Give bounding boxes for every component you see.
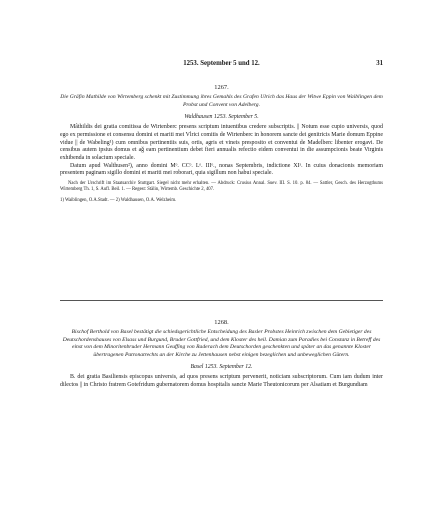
document-summary: Die Gräfin Mathilde von Wirtemberg schenkt mit Zustimmung ihres Gemahls des Grafen Ulrich das Haus der Witwe Eppin von Waiblingen dem Probst und Convent von Adelberg. bbox=[60, 94, 383, 108]
place-date: Basel 1253. September 12. bbox=[190, 364, 253, 371]
charter-dating: Datum apud Walthusen²), anno domini Mᵒ. CCᵒ. Lᵒ. IIIᵒ., nonas Septembris, indictione XIᵃ. In cuius donacionis memoriam presentem paginam sigillo domini et mariti mei roborari, quia sigillum non habui speciale. bbox=[60, 162, 383, 177]
place-date: Waldhausen 1253. September 5. bbox=[184, 114, 259, 121]
document-number: 1267. bbox=[214, 84, 229, 91]
running-header bbox=[60, 60, 383, 72]
document-number: 1268. bbox=[214, 319, 229, 326]
page-number: 31 bbox=[376, 60, 383, 67]
section-divider bbox=[60, 297, 383, 301]
divider-rule bbox=[60, 300, 383, 301]
document-summary: Bischof Berthold von Basel bestätigt die schiedsgerichtliche Entscheidung des Basler Probstes Heinrich zwischen dem Gebietiger des Deutschordenshauses von Elsass und Burgund, Bruder Gottfried, und dem Kloster des heil. Damian zum Paradies bei Constanz in Betreff des einst von dem Minoritenbruder Hermann Geuffing von Raderach dem Deutschorden geschenkten und später an das genannte Kloster übertragenen Patronatrechts an der Kirche zu Jettenhausen nebst einigen bezeglichen und unbeweglichen Gütern. bbox=[62, 329, 381, 358]
header-title: 1253. September 5 und 12. bbox=[183, 60, 260, 67]
charter-text: B. dei gratia Basiliensis episcopus universis, ad quos presens scriptum pervenerit, noticiam subscriptorum. Cum iam dudum inter dilectos || in Christo fratrem Gotefridum gubernatorem domus hospitalis sancte Marie Theutonicorum per Alsatiam et Burgundiam bbox=[60, 374, 383, 389]
footnotes: 1) Waiblingen, O.A.Stadt. — 2) Waldhausen, O.A. Welzheim. bbox=[60, 197, 177, 203]
charter-text: Mâthildis dei gratia comitissa de Wirtenberc presens scriptum intuentibus credere subscriptis. || Notum esse cupio universis, quod ego ex permissione et consensu domini et mariti mei Vlrici comitis de Wirtenberc in honorem sancte dei genitricis Marie domum Eppine vidue || de Wabeling¹) cum omnibus pertinentiis suis, ortis, agris et vineis presposito et conventui de Madelberc libenter erogavi. De censibus autem ipsius domus et ağ eam pertinentium debet fieri annualis refectio eidem conventui in die assumpcionis beate Virginis exhibenda in solacium speciale. bbox=[60, 124, 383, 161]
source-note: Nach der Urschrift im Staatsarchiv Stuttgart. Siegel nicht mehr erhalten. — Abdruck: Crusius Annal. Suev. III. S. 10. p. 84. — Sattler, Gesch. des Herzogthums Wirtemberg Th. 1, S. Aufl. Beil. 1. — Regest: Stälin, Wirtemb. Geschichte 2, 407. bbox=[60, 181, 383, 193]
document-1267 bbox=[60, 84, 383, 204]
document-1268 bbox=[60, 319, 383, 390]
